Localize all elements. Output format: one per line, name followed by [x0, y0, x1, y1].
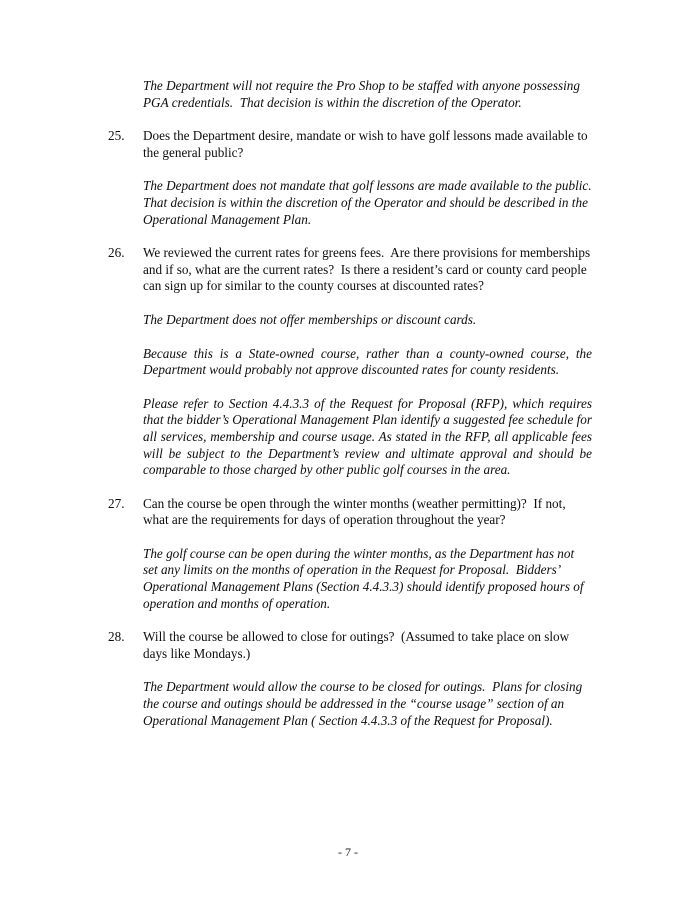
item-number-26: 26. [108, 245, 125, 261]
answer-text: The Department will not require the Pro Shop to be staffed with anyone possessing PGA credentials. That decision is within the discretion of the Operator. [143, 78, 584, 110]
question-text-27: Can the course be open through the winter months (weather permitting)? If not, what are the requirements for days of operation throughout the year? [143, 495, 569, 528]
answer-text-28: The Department would allow the course to be closed for outings. Plans for closing the course and outings should be addressed in the “course usage” section of an Operational Management Plan ( Section 4.4.3.3 of the Request for Proposal). [143, 679, 586, 728]
item-number-27: 27. [108, 495, 125, 511]
item-number-25: 25. [108, 128, 125, 144]
answer-text-26b: Because this is a State-owned course, rather than a county-owned course, the Department would probably not approve discounted rates for county residents. [143, 345, 596, 378]
spacer [108, 612, 592, 629]
question-body-27 [143, 496, 592, 529]
answer-body-25 [143, 178, 599, 228]
page-footer: - 7 - [338, 845, 358, 859]
spacer [108, 111, 592, 128]
spacer [108, 662, 592, 679]
answer-body-26b [143, 345, 596, 379]
spacer [108, 295, 592, 312]
spacer [108, 379, 592, 396]
answer-text-26c: Please refer to Section 4.4.3.3 of the Request for Proposal (RFP), which requires that the bidder’s Operational Management Plan identify a suggested fee schedule for all services, membership and course usage. As stated in the RFP, all applicable fees will be subject to the Department’s review and ultimate approval and should be comparable to those charged by other public golf courses in the area. [143, 395, 596, 478]
answer-body [143, 78, 592, 111]
spacer [108, 479, 592, 496]
question-block-25 [108, 128, 592, 161]
spacer [108, 529, 592, 546]
spacer [108, 228, 592, 245]
answer-text-27: The golf course can be open during the winter months, as the Department has not set any limits on the months of operation in the Request for Proposal. Bidders’ Operational Management Plans (Section 4.4.3.3) should identify proposed hours of operation and months of operation. [143, 545, 587, 611]
answer-body-28 [143, 679, 592, 729]
answer-block-28 [108, 679, 592, 729]
answer-block-26b [108, 345, 596, 379]
question-text-25: Does the Department desire, mandate or wish to have golf lessons made available to the general public? [143, 128, 591, 160]
answer-body-26c [143, 395, 596, 479]
answer-block [108, 78, 592, 111]
question-text-26: We reviewed the current rates for greens fees. Are there provisions for memberships and if so, what are the current rates? Is there a resident’s card or county card people can sign up for similar to the county courses at discounted rates? [143, 245, 594, 294]
answer-block-26a [108, 312, 592, 329]
answer-block-27 [108, 546, 592, 612]
answer-text-26a: The Department does not offer memberships or discount cards. [143, 311, 477, 327]
spacer [108, 161, 592, 178]
question-body-26 [143, 245, 592, 295]
answer-body-27 [143, 546, 592, 612]
question-block-26 [108, 245, 592, 295]
question-body-28 [143, 629, 592, 662]
question-text-28: Will the course be allowed to close for outings? (Assumed to take place on slow days like Mondays.) [143, 629, 573, 661]
answer-text-25: The Department does not mandate that golf lessons are made available to the public. That decision is within the discretion of the Operator and should be described in the Operational Management Plan. [143, 178, 599, 227]
item-number-28: 28. [108, 629, 125, 645]
document-body [108, 78, 599, 729]
question-block-28 [108, 629, 592, 662]
question-body-25 [143, 128, 592, 161]
question-block-27 [108, 496, 592, 529]
answer-body-26a [143, 312, 592, 329]
answer-block-25 [108, 178, 599, 228]
answer-block-26c [108, 395, 596, 479]
spacer [108, 329, 592, 346]
